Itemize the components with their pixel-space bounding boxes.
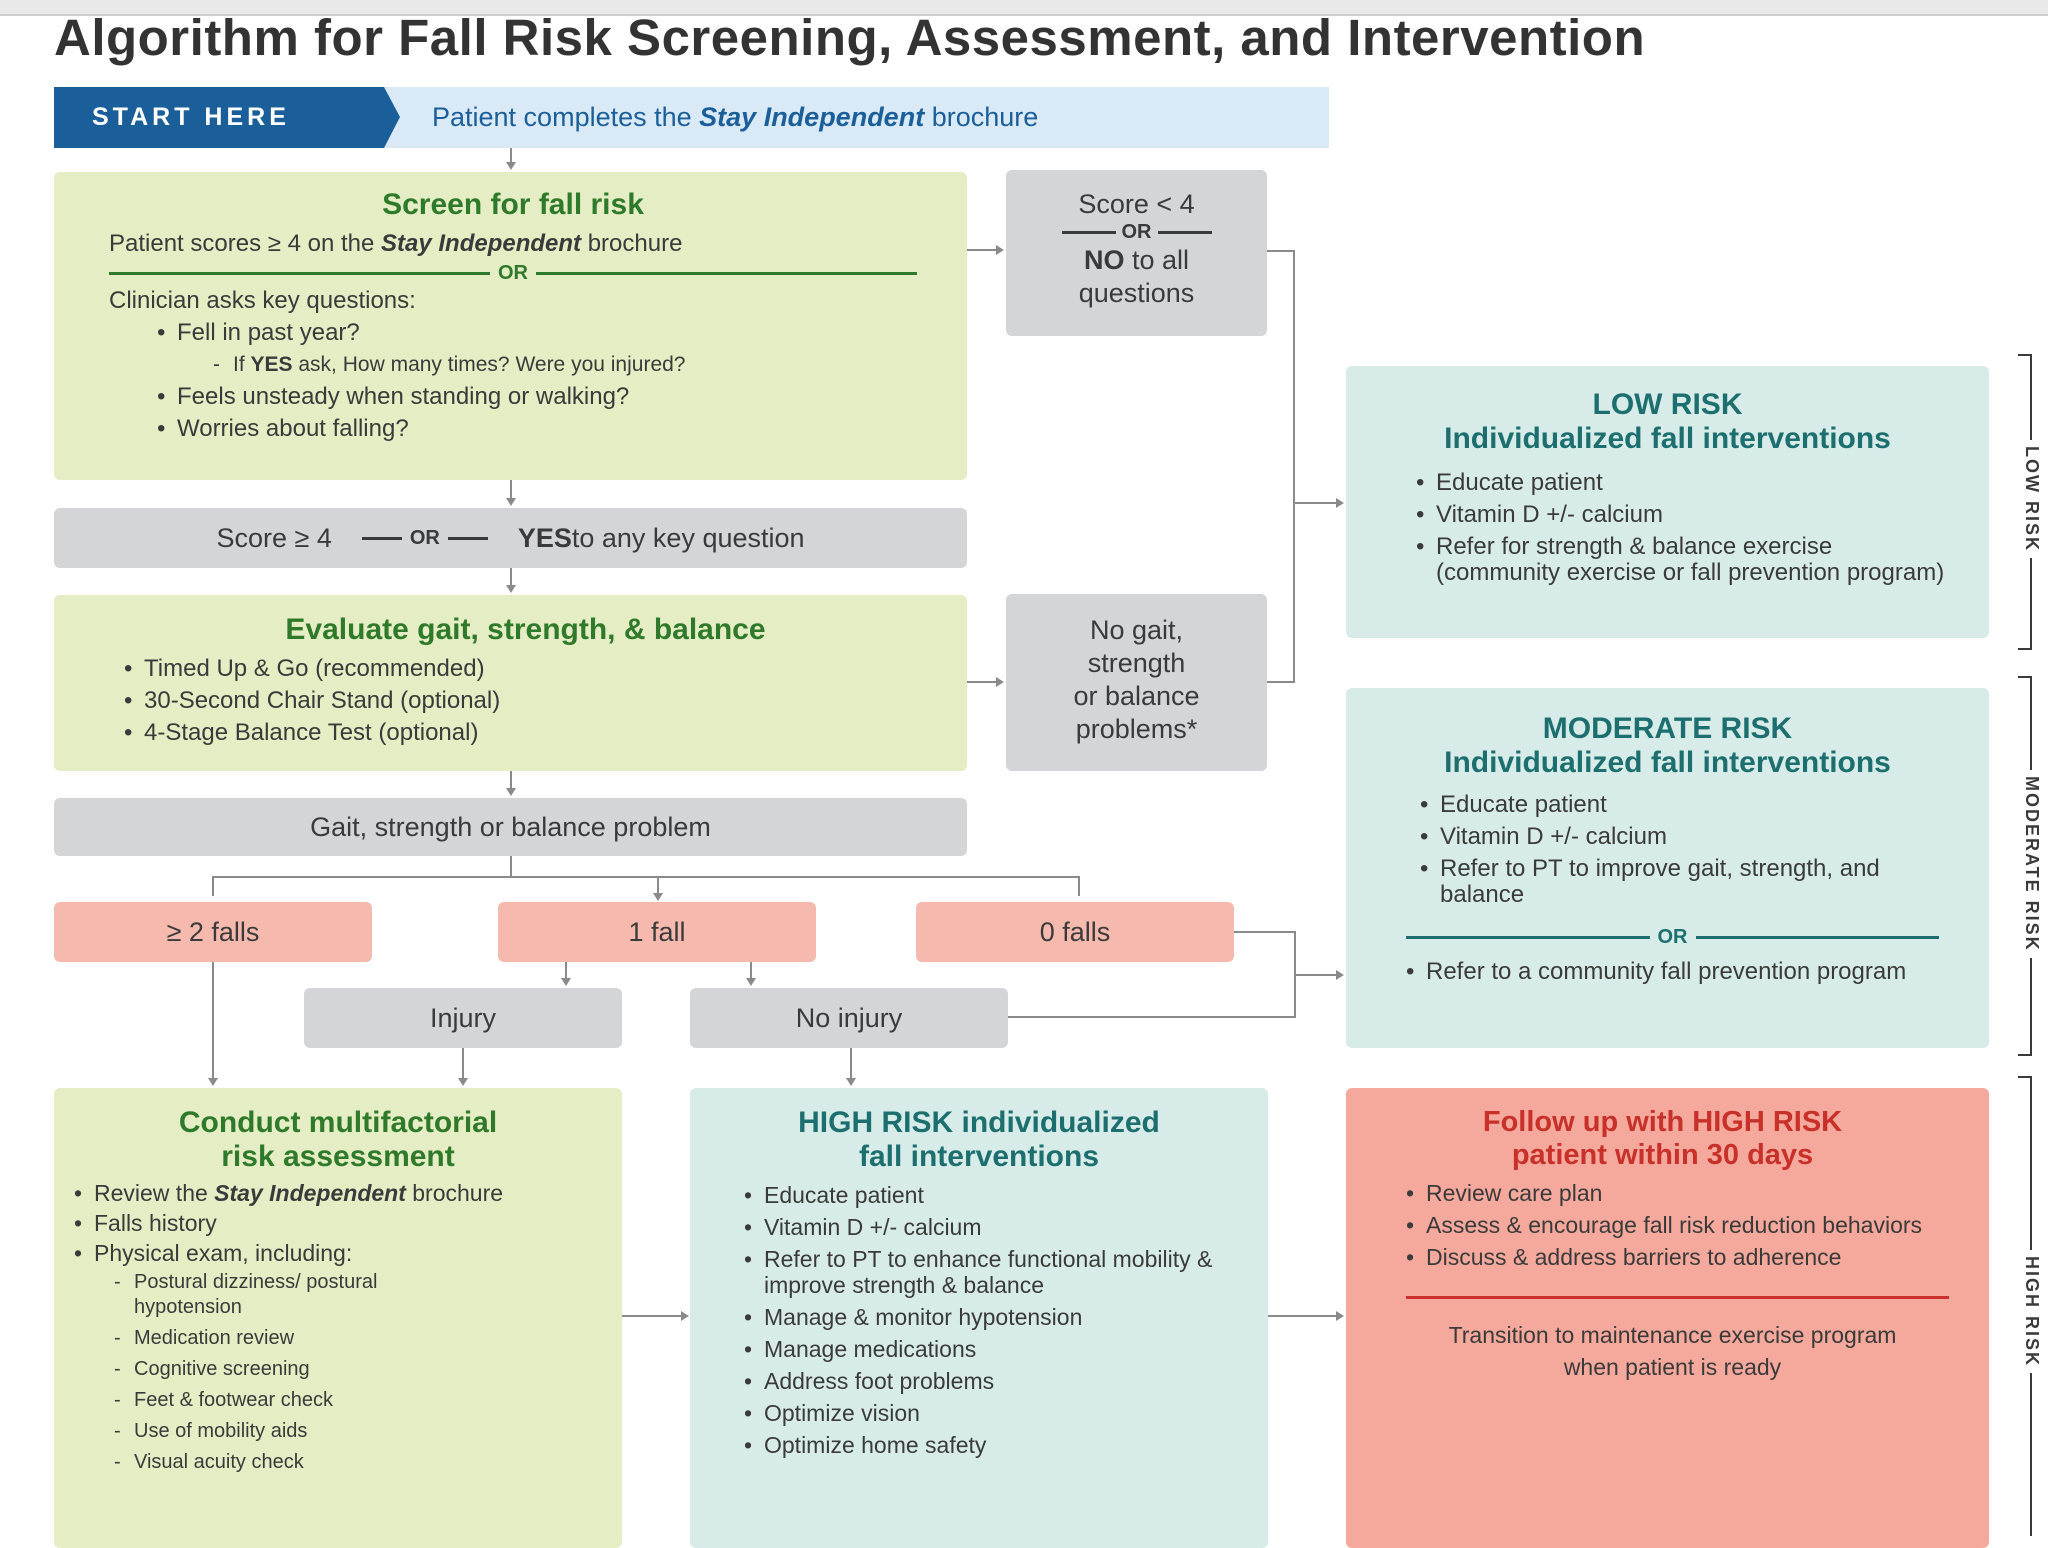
followup-list: [1406, 1180, 1939, 1270]
high-risk-item: • Optimize vision: [744, 1400, 1244, 1426]
connector: [967, 681, 997, 683]
connector: [510, 856, 512, 878]
connector: [1008, 1016, 1296, 1018]
followup-transition: Transition to maintenance exercise program when patient is ready: [1448, 1322, 1897, 1380]
connector: [1267, 250, 1295, 252]
connector: [1234, 931, 1296, 933]
screen-fall-risk-box: [54, 172, 967, 480]
physical-exam-list: [114, 1270, 602, 1475]
score-low-questions: questions: [1078, 278, 1195, 308]
exam-item: - Cognitive screening: [114, 1357, 602, 1382]
moderate-risk-item: • Vitamin D +/- calcium: [1420, 824, 1959, 850]
low-risk-item: • Vitamin D +/- calcium: [1416, 502, 1959, 528]
connector: [1293, 502, 1337, 504]
multifactorial-box: [54, 1088, 622, 1548]
high-risk-side-label: HIGH RISK: [2021, 1250, 2042, 1373]
evaluate-list: [124, 653, 927, 749]
multifactorial-item: • Review the Stay Independent brochure: [74, 1180, 602, 1206]
high-risk-item: • Vitamin D +/- calcium: [744, 1214, 1244, 1240]
falls-one-box: 1 fall: [498, 902, 816, 962]
moderate-risk-community: • Refer to a community fall prevention program: [1406, 959, 1959, 985]
connector-arrow: [996, 245, 1004, 255]
followup-item: • Discuss & address barriers to adherence: [1406, 1244, 1939, 1270]
screen-questions-list: [157, 317, 917, 445]
connector-arrow: [746, 978, 756, 986]
connector-arrow: [996, 677, 1004, 687]
start-instruction: Patient completes the Stay Independent brochure: [432, 102, 1039, 132]
connector: [1268, 1315, 1338, 1317]
moderate-risk-sub: Individualized fall interventions: [1444, 746, 1891, 779]
no-problem-line: or balance: [1073, 681, 1200, 711]
moderate-risk-heading: MODERATE RISK: [1542, 712, 1793, 745]
page-title: Algorithm for Fall Risk Screening, Assessment, and Intervention: [54, 9, 1646, 66]
exam-item: - Use of mobility aids: [114, 1419, 602, 1444]
connector-arrow: [846, 1078, 856, 1086]
evaluate-box: [54, 595, 967, 771]
screen-heading: Screen for fall risk: [382, 188, 644, 221]
connector: [1294, 974, 1338, 976]
high-risk-list: [744, 1182, 1244, 1458]
connector-arrow: [653, 893, 663, 901]
low-risk-box: [1346, 366, 1989, 638]
connector-arrow: [506, 162, 516, 170]
evaluate-item: • 30-Second Chair Stand (optional): [124, 685, 927, 717]
start-arrow-icon: [384, 87, 400, 148]
no-injury-box: No injury: [690, 988, 1008, 1048]
injury-box: Injury: [304, 988, 622, 1048]
score-low-or: OR: [1062, 221, 1212, 244]
score-high-left: Score ≥ 4: [216, 522, 332, 553]
low-risk-item: • Refer for strength & balance exercise (community exercise or fall prevention program): [1416, 534, 1959, 586]
multifactorial-heading: Conduct multifactorial risk assessment: [178, 1106, 498, 1173]
high-risk-item: • Address foot problems: [744, 1368, 1244, 1394]
moderate-risk-list: [1420, 792, 1959, 908]
connector: [967, 249, 997, 251]
high-risk-item: • Manage medications: [744, 1336, 1244, 1362]
connector-arrow: [681, 1311, 689, 1321]
multifactorial-item: • Physical exam, including:: [74, 1240, 602, 1266]
evaluate-item: • 4-Stage Balance Test (optional): [124, 717, 927, 749]
moderate-risk-item: • Educate patient: [1420, 792, 1959, 818]
connector-arrow: [506, 788, 516, 796]
screen-questions-intro: Clinician asks key questions:: [109, 287, 416, 314]
bracket-cap: [2018, 354, 2032, 356]
connector: [622, 1315, 682, 1317]
exam-item: - Postural dizziness/ postural hypotension: [114, 1270, 434, 1320]
score-high-box: Score ≥ 4 OR YES to any key question: [54, 508, 967, 568]
multifactorial-list: [74, 1180, 602, 1266]
evaluate-item: • Timed Up & Go (recommended): [124, 653, 927, 685]
screen-or-divider: OR: [109, 262, 917, 285]
bracket-cap: [2018, 676, 2032, 678]
question-worries: • Worries about falling?: [157, 413, 917, 445]
score-low-box: [1006, 170, 1267, 336]
question-fell-followup: - If YES ask, How many times? Were you injured?: [213, 349, 917, 381]
connector-arrow: [208, 1078, 218, 1086]
connector: [462, 1048, 464, 1080]
connector: [212, 962, 214, 1080]
moderate-risk-item: • Refer to PT to improve gait, strength, and balance: [1420, 856, 1959, 908]
high-risk-item: • Refer to PT to enhance functional mobility & improve strength & balance: [744, 1246, 1244, 1298]
connector-arrow: [1336, 970, 1344, 980]
no-problem-line: No gait,: [1089, 615, 1184, 645]
low-risk-list: [1416, 470, 1959, 586]
connector: [850, 1048, 852, 1080]
low-risk-side-label: LOW RISK: [2021, 440, 2042, 558]
exam-item: - Feet & footwear check: [114, 1388, 602, 1413]
connector: [212, 876, 1080, 878]
connector-arrow: [1336, 498, 1344, 508]
connector: [1267, 681, 1295, 683]
low-risk-heading: LOW RISK: [1592, 388, 1743, 421]
gait-problem-box: Gait, strength or balance problem: [54, 798, 967, 856]
moderate-risk-box: [1346, 688, 1989, 1048]
screen-score-line: Patient scores ≥ 4 on the Stay Independent brochure: [109, 230, 683, 257]
connector-arrow: [1336, 1311, 1344, 1321]
followup-heading: Follow up with HIGH RISK patient within 30 days: [1482, 1106, 1843, 1171]
question-unsteady: • Feels unsteady when standing or walking?: [157, 381, 917, 413]
no-problem-box: [1006, 594, 1267, 771]
question-fell: • Fell in past year?: [157, 317, 917, 349]
moderate-risk-side-label: MODERATE RISK: [2021, 770, 2042, 958]
exam-item: - Visual acuity check: [114, 1450, 602, 1475]
high-risk-item: • Manage & monitor hypotension: [744, 1304, 1244, 1330]
no-problem-line: problems*: [1075, 714, 1198, 744]
followup-box: [1346, 1088, 1989, 1548]
falls-two-plus-box: ≥ 2 falls: [54, 902, 372, 962]
bracket-cap: [2018, 1076, 2032, 1078]
score-low-line: Score < 4: [1078, 189, 1195, 219]
low-risk-item: • Educate patient: [1416, 470, 1959, 496]
connector-arrow: [561, 978, 571, 986]
connector-arrow: [506, 585, 516, 593]
no-problem-line: strength: [1087, 648, 1186, 678]
score-high-yes: YES: [517, 522, 572, 553]
high-risk-heading: HIGH RISK individualized fall interventions: [798, 1106, 1160, 1173]
start-here-label: START HERE: [54, 87, 384, 148]
high-risk-item: • Educate patient: [744, 1182, 1244, 1208]
followup-divider: [1406, 1296, 1949, 1299]
connector-arrow: [506, 498, 516, 506]
multifactorial-item: • Falls history: [74, 1210, 602, 1236]
bracket-cap: [2018, 1054, 2032, 1056]
moderate-or-divider: OR: [1406, 926, 1939, 949]
high-risk-box: [690, 1088, 1268, 1548]
score-high-or: OR: [409, 526, 440, 549]
connector-arrow: [458, 1078, 468, 1086]
followup-item: • Assess & encourage fall risk reduction behaviors: [1406, 1212, 1939, 1238]
followup-item: • Review care plan: [1406, 1180, 1939, 1206]
falls-zero-box: 0 falls: [916, 902, 1234, 962]
low-risk-sub: Individualized fall interventions: [1444, 422, 1891, 455]
high-risk-item: • Optimize home safety: [744, 1432, 1244, 1458]
connector: [1293, 250, 1295, 682]
connector: [1078, 876, 1080, 896]
connector: [212, 876, 214, 896]
evaluate-heading: Evaluate gait, strength, & balance: [285, 613, 766, 646]
bracket-cap: [2018, 648, 2032, 650]
score-low-no: NO to all: [1083, 245, 1190, 275]
exam-item: - Medication review: [114, 1326, 602, 1351]
